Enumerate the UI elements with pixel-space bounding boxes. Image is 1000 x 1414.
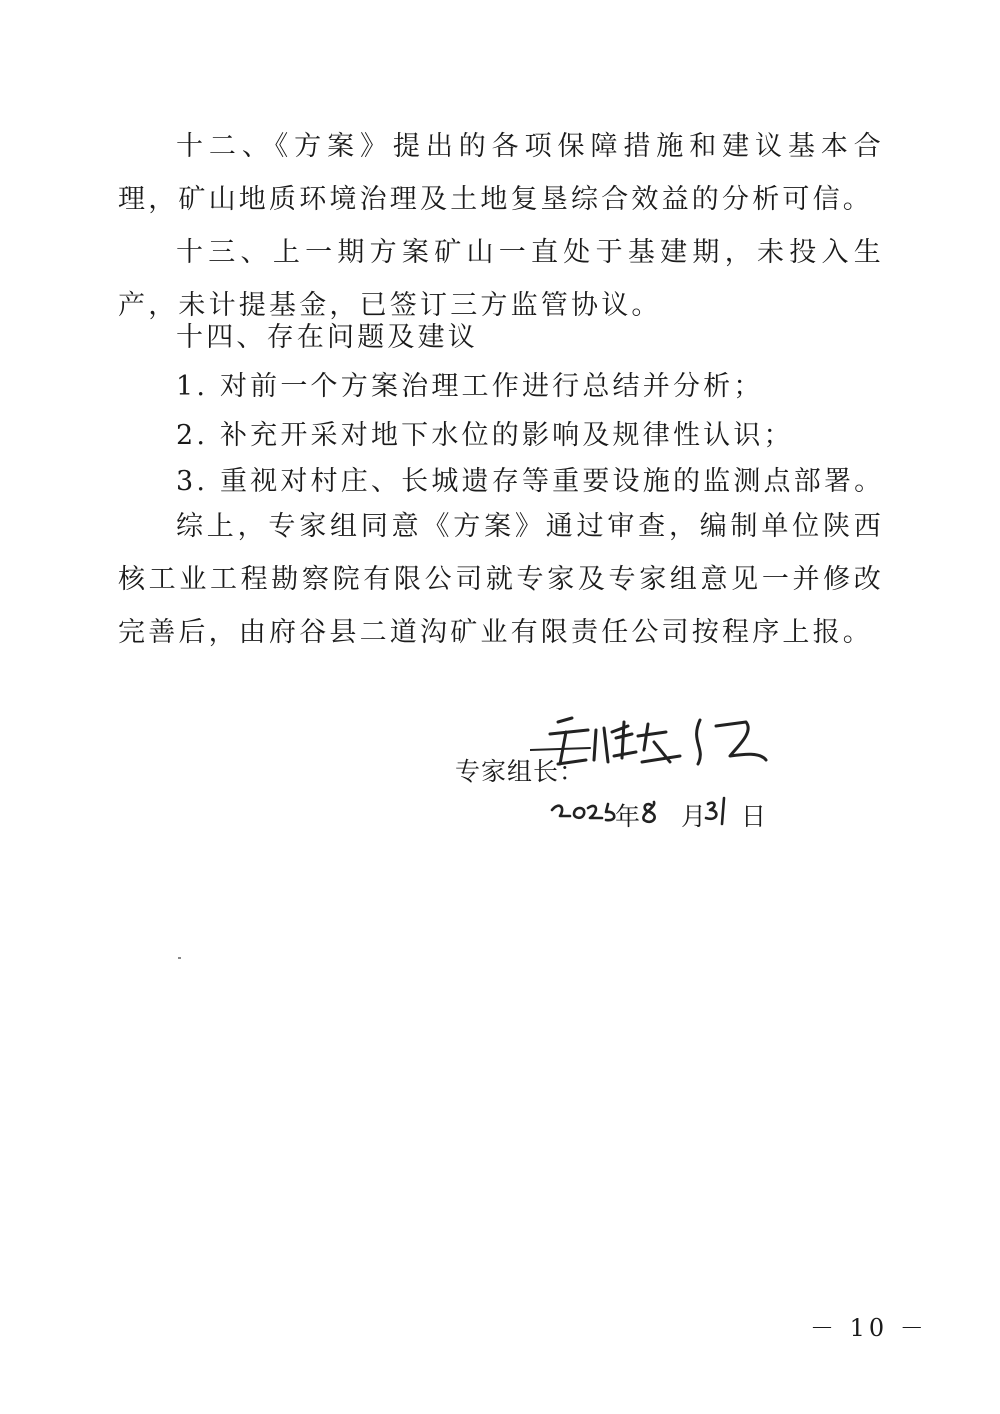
date-year-char: 年 [615, 802, 641, 831]
signature-date [545, 797, 775, 837]
signature-label: 专家组长： [455, 757, 586, 786]
suggestion-item-1: 1. 对前一个方案治理工作进行总结并分析； [176, 371, 764, 402]
paragraph-12: 十二、《方案》提出的各项保障措施和建议基本合理，矿山地质环境治理及土地复垦综合效益的分析可信。 [118, 131, 884, 215]
date-month-char: 月 [681, 802, 707, 831]
suggestion-item-2: 2. 补充开采对地下水位的影响及规律性认识； [176, 420, 794, 451]
scan-speck [178, 957, 181, 959]
suggestion-item-3: 3. 重视对村庄、长城遗存等重要设施的监测点部署。 [176, 466, 885, 497]
conclusion-paragraph: 综上，专家组同意《方案》通过审查，编制单位陕西核工业工程勘察院有限公司就专家及专家组意见一并修改完善后，由府谷县二道沟矿业有限责任公司按程序上报。 [118, 511, 884, 648]
paragraph-14-heading: 十四、存在问题及建议 [176, 322, 478, 353]
paragraph-13: 十三、上一期方案矿山一直处于基建期，未投入生产，未计提基金，已签订三方监管协议。 [118, 237, 884, 321]
page-number: － 10 － [810, 1314, 928, 1342]
date-day-char: 日 [741, 802, 767, 831]
